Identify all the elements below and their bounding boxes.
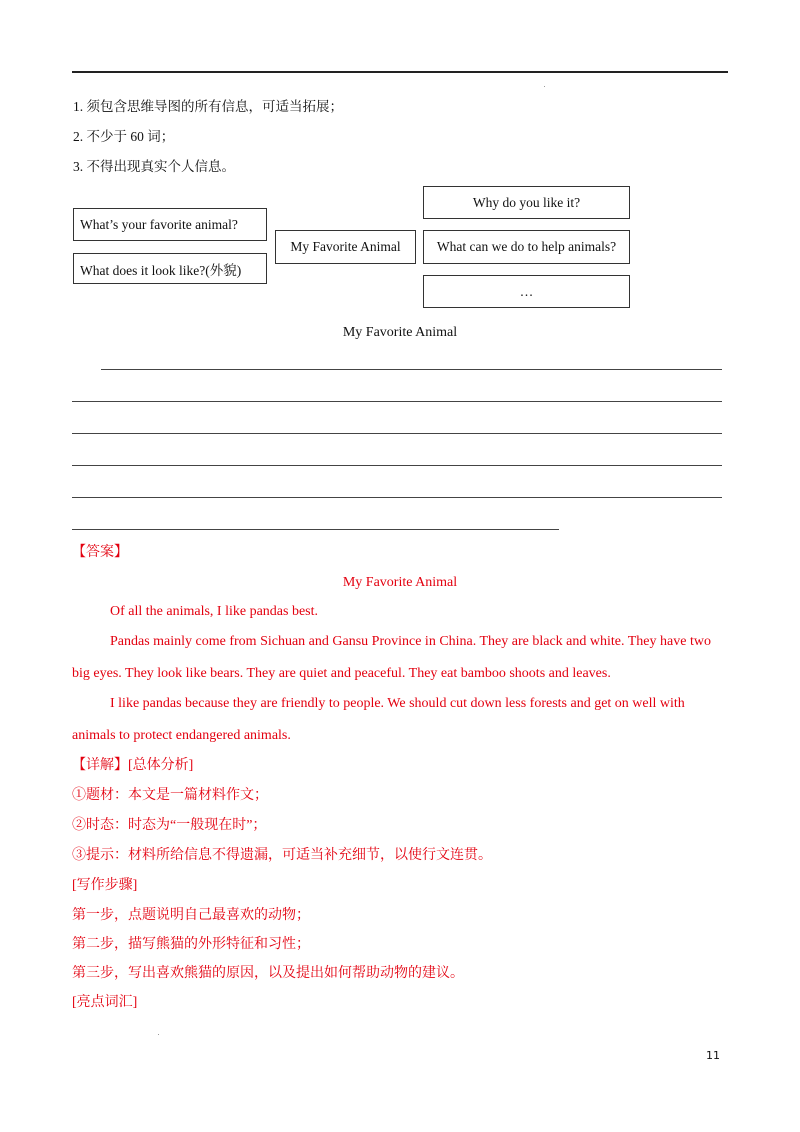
step-1: 第一步，点题说明自己最喜欢的动物； [72,908,310,923]
writing-line[interactable] [72,497,722,498]
stray-dot [158,1034,159,1035]
writing-line[interactable] [72,433,722,434]
mindmap-box-center: My Favorite Animal [275,230,416,264]
answer-line-4: I like pandas because they are friendly to people. We should cut down less forests and get on well with [110,696,685,711]
answer-title: My Favorite Animal [342,575,458,590]
steps-label: [写作步骤] [72,878,138,893]
analysis-label: 【详解】[总体分析] [72,758,194,773]
writing-line[interactable] [72,401,722,402]
stray-dot [544,86,545,87]
mindmap-box-favorite-animal: What’s your favorite animal? [73,208,267,241]
answer-line-5: animals to protect endangered animals. [72,728,291,743]
step-3: 第三步，写出喜欢熊猫的原因，以及提出如何帮助动物的建议。 [72,966,464,981]
step-2: 第二步，描写熊猫的外形特征和习性； [72,937,310,952]
writing-line[interactable] [101,369,722,370]
top-rule [72,71,728,73]
answer-label: 【答案】 [72,545,128,560]
analysis-item-2: ②时态：时态为“一般现在时”； [72,818,267,833]
requirement-2: 2. 不少于 60 词； [73,129,175,144]
analysis-item-3: ③提示：材料所给信息不得遗漏，可适当补充细节，以使行文连贯。 [72,848,492,863]
vocab-label: [亮点词汇] [72,995,138,1010]
answer-line-3: big eyes. They look like bears. They are quiet and peaceful. They eat bamboo shoots and leaves. [72,666,611,681]
analysis-item-1: ①题材：本文是一篇材料作文； [72,788,268,803]
writing-line[interactable] [72,465,722,466]
mindmap-box-why-like: Why do you like it? [423,186,630,219]
mindmap-box-look-like: What does it look like?(外貌) [73,253,267,284]
mindmap-box-ellipsis: … [423,275,630,308]
mindmap-box-help-animals: What can we do to help animals? [423,230,630,264]
essay-title: My Favorite Animal [342,325,458,340]
writing-line[interactable] [72,529,559,530]
requirement-1: 1. 须包含思维导图的所有信息，可适当拓展； [73,99,343,114]
page-number: 11 [706,1049,720,1062]
answer-line-2: Pandas mainly come from Sichuan and Gansu Province in China. They are black and white. They have two [110,634,711,649]
answer-line-1: Of all the animals, I like pandas best. [110,604,318,619]
requirement-3: 3. 不得出现真实个人信息。 [73,159,235,174]
